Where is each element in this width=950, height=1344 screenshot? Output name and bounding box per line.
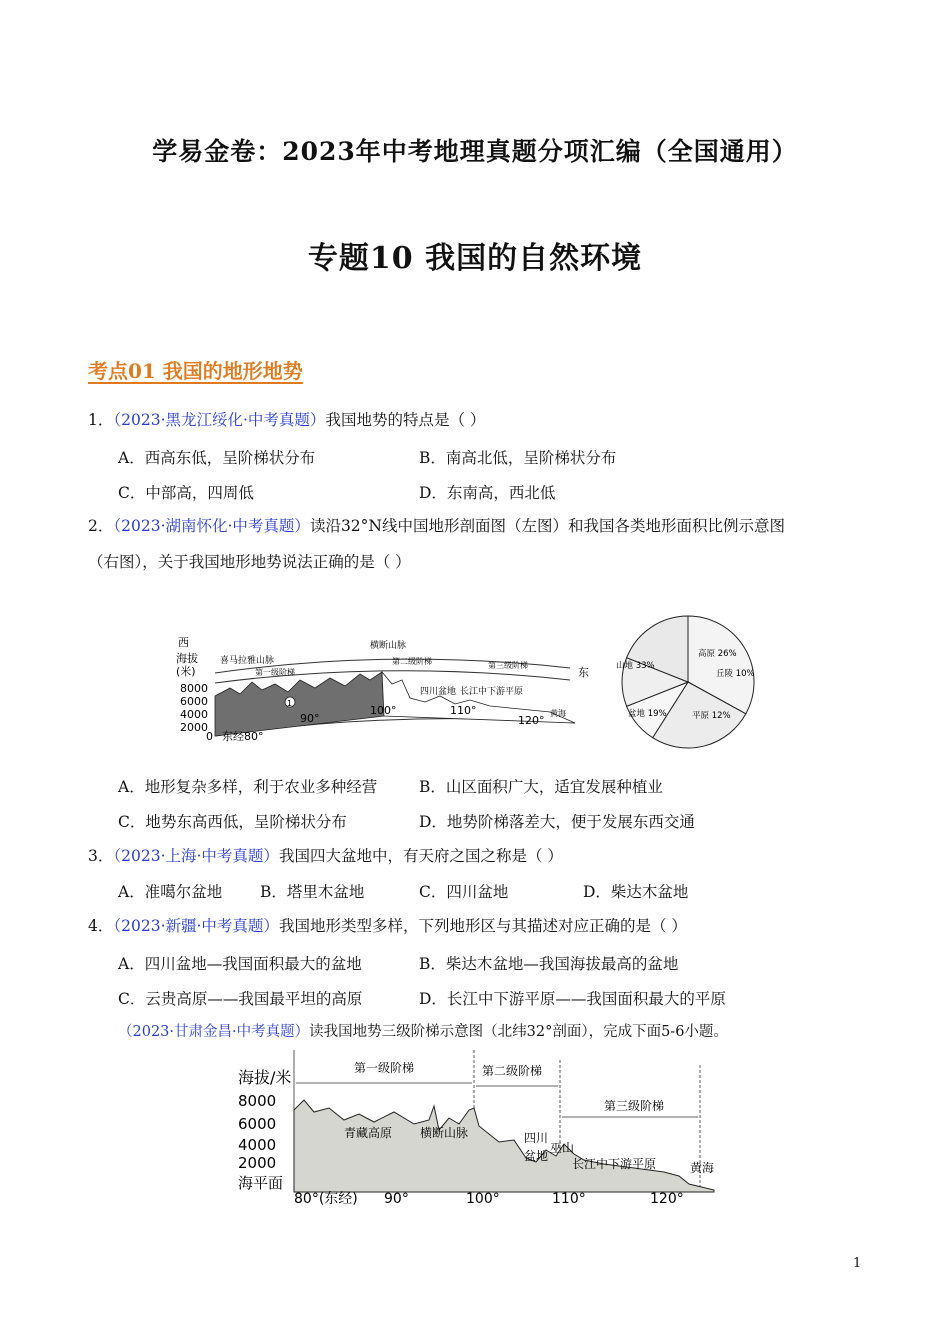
xtick-80: 80°(东经) — [294, 1191, 358, 1205]
ytick-sea-level: 海平面 — [238, 1174, 284, 1192]
question-source: （2023·黑龙江绥化·中考真题） — [113, 411, 326, 429]
plain-label: 长江中下游平原 — [460, 687, 524, 697]
plain-label: 长江中下游平原 — [572, 1157, 657, 1171]
question-2-continued: （右图），关于我国地形地势说法正确的是（ ） — [88, 553, 411, 571]
wushan-label: 巫山 — [550, 1141, 575, 1155]
question-number: 2． — [88, 517, 114, 535]
option-d: D．东南高，西北低 — [419, 484, 556, 502]
option-a: A．四川盆地—我国面积最大的盆地 — [118, 955, 362, 973]
ytick-0: 0 — [206, 730, 213, 743]
pie-label-plain: 平原 12% — [692, 711, 731, 721]
hengduan-label: 横断山脉 — [420, 1126, 469, 1140]
west-label: 西 — [178, 636, 189, 649]
option-c: C．四川盆地 — [419, 883, 509, 901]
option-b: B．山区面积广大，适宜发展种植业 — [419, 778, 663, 796]
landform-pie-chart — [602, 614, 774, 750]
y-axis-unit: (米) — [176, 665, 196, 678]
xtick-120: 120° — [650, 1191, 684, 1205]
question-3 — [88, 845, 563, 867]
option-c: C．中部高，四周低 — [118, 484, 254, 502]
xtick-80: 东经80° — [222, 730, 264, 743]
east-label: 东 — [578, 666, 589, 679]
main-title: 学易金卷：2023年中考地理真题分项汇编（全国通用） — [152, 137, 798, 166]
pie-label-plateau: 高原 26% — [698, 649, 737, 659]
option-d: D．柴达木盆地 — [583, 883, 689, 901]
ytick-6000: 6000 — [238, 1115, 277, 1133]
question-4 — [88, 915, 687, 937]
ytick-2000: 2000 — [238, 1154, 277, 1172]
step3-label: 第三级阶梯 — [488, 661, 528, 670]
page-number: 1 — [853, 1256, 862, 1271]
qingzang-label: 青藏高原 — [344, 1126, 393, 1140]
first-step-terrain — [215, 672, 384, 736]
question-stem: 我国地势的特点是（ ） — [325, 411, 486, 429]
section-title: 考点01 我国的地形地势 — [88, 359, 303, 383]
option-c: C．云贵高原——我国最平坦的高原 — [118, 990, 363, 1008]
ytick-4000: 4000 — [180, 708, 208, 721]
sichuan-label: 四川盆地 — [420, 687, 457, 697]
hengduan-label: 横断山脉 — [370, 641, 407, 651]
lower-terrain — [382, 672, 575, 723]
question-stem: 读我国地势三级阶梯示意图（北纬32°剖面），完成下面5-6小题。 — [309, 1024, 728, 1040]
xtick-100: 100° — [466, 1191, 500, 1205]
sichuan-label-2: 盆地 — [524, 1149, 549, 1163]
question-source: （2023·甘肃金昌·中考真题） — [118, 1024, 310, 1040]
marker-1: 1 — [287, 699, 293, 708]
xtick-100: 100° — [370, 704, 397, 717]
question-stem: 我国四大盆地中，有天府之国之称是（ ） — [278, 847, 563, 865]
ytick-4000: 4000 — [238, 1136, 277, 1154]
sea-label: 黄海 — [690, 1161, 715, 1175]
pie-label-hill: 丘陵 10% — [716, 669, 755, 679]
question-5-6-intro — [118, 1021, 728, 1043]
question-number: 4． — [88, 917, 114, 935]
step1-label: 第一级阶梯 — [354, 1061, 415, 1075]
ytick-2000: 2000 — [180, 721, 208, 734]
option-b: B．塔里木盆地 — [260, 883, 365, 901]
pie-label-mountain: 山地 33% — [616, 661, 655, 671]
y-axis-label: 海拔/米 — [238, 1068, 292, 1087]
xtick-90: 90° — [384, 1191, 409, 1205]
question-number: 1． — [88, 411, 114, 429]
three-steps-profile-figure — [234, 1050, 724, 1205]
himalaya-label: 喜马拉雅山脉 — [220, 656, 275, 666]
xtick-90: 90° — [300, 712, 320, 725]
option-b: B．南高北低，呈阶梯状分布 — [419, 449, 617, 467]
sub-title: 专题10 我国的自然环境 — [307, 241, 643, 276]
step2-label: 第二级阶梯 — [392, 657, 432, 666]
option-b: B．柴达木盆地—我国海拔最高的盆地 — [419, 955, 679, 973]
xtick-110: 110° — [552, 1191, 586, 1205]
ytick-6000: 6000 — [180, 695, 208, 708]
question-stem: 我国地形类型多样，下列地形区与其描述对应正确的是（ ） — [278, 917, 687, 935]
sea-label: 黄海 — [550, 709, 566, 718]
option-d: D．地势阶梯落差大，便于发展东西交通 — [419, 813, 695, 831]
question-2 — [88, 515, 785, 537]
question-1 — [88, 409, 485, 431]
ytick-8000: 8000 — [238, 1092, 277, 1110]
terrain-profile-figure — [170, 628, 600, 748]
step2-label: 第二级阶梯 — [482, 1064, 543, 1078]
option-c: C．地势东高西低，呈阶梯状分布 — [118, 813, 347, 831]
step1-label: 第一级阶梯 — [255, 668, 295, 677]
pie-label-basin: 盆地 19% — [628, 709, 667, 719]
question-source: （2023·新疆·中考真题） — [113, 917, 279, 935]
y-axis-label: 海拔 — [176, 652, 198, 665]
ytick-8000: 8000 — [180, 682, 208, 695]
step3-label: 第三级阶梯 — [604, 1099, 665, 1113]
option-a: A．西高东低，呈阶梯状分布 — [118, 449, 316, 467]
option-d: D．长江中下游平原——我国面积最大的平原 — [419, 990, 726, 1008]
question-stem: 读沿32°N线中国地形剖面图（左图）和我国各类地形面积比例示意图 — [309, 517, 785, 535]
terrain-profile — [294, 1100, 714, 1192]
xtick-110: 110° — [450, 704, 477, 717]
option-a: A．地形复杂多样，利于农业多种经营 — [118, 778, 378, 796]
question-source: （2023·上海·中考真题） — [113, 847, 279, 865]
question-number: 3． — [88, 847, 114, 865]
option-a: A．准噶尔盆地 — [118, 883, 223, 901]
sichuan-label-1: 四川 — [524, 1131, 549, 1145]
xtick-120: 120° — [518, 714, 545, 727]
question-source: （2023·湖南怀化·中考真题） — [113, 517, 310, 535]
